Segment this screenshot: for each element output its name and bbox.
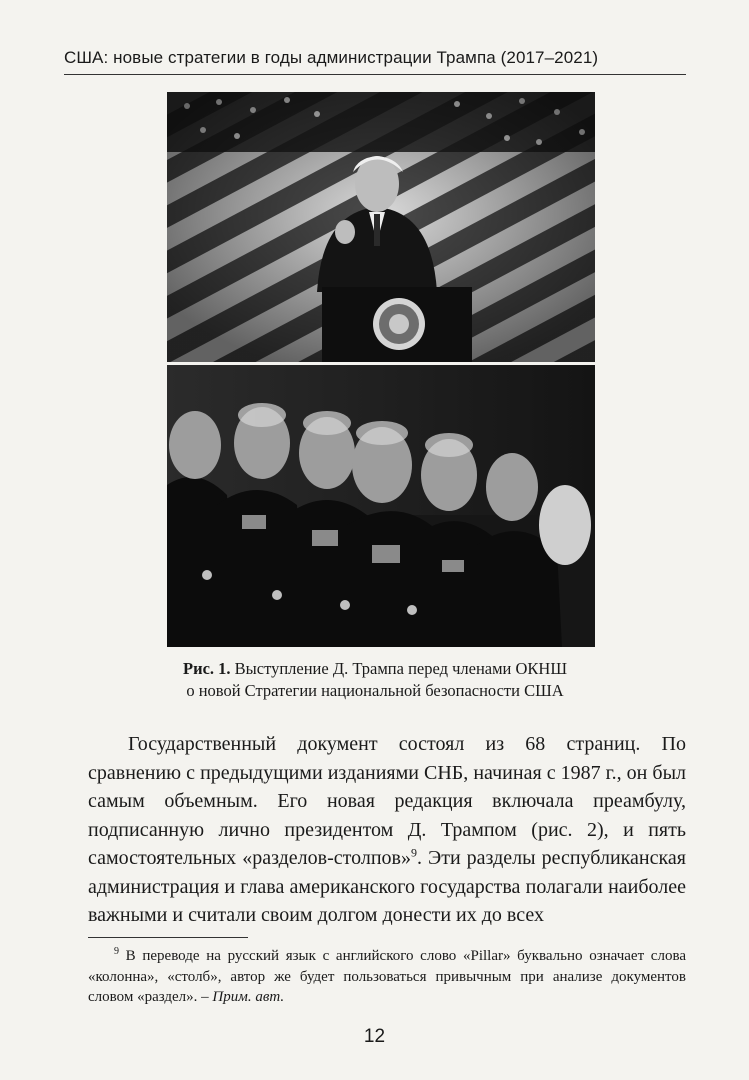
caption-line2: о новой Стратегии национальной безопасности США	[186, 681, 564, 700]
paragraph-text: Государственный документ состоял из 68 страниц. По сравнению с предыдущими изданиями СНБ, начиная с 1987 г., он был самым объемным. Его новая редакция включала преамбулу, подписанную лично президентом Д. Трампом (рис. 2), и пять самостоятельных «разделов-столпов»	[88, 733, 686, 869]
header-rule	[64, 74, 686, 75]
footnote	[88, 946, 686, 1008]
figure-caption	[100, 658, 650, 702]
body-paragraph	[88, 730, 686, 930]
page-number: 12	[363, 1026, 386, 1047]
footnote-rule	[88, 937, 248, 938]
running-head: США: новые стратегии в годы администрации Трампа (2017–2021)	[64, 48, 599, 67]
footnote-reference: 9	[410, 845, 417, 860]
caption-text: Выступление Д. Трампа перед членами ОКНШ	[230, 659, 567, 678]
caption-label: Рис. 1.	[183, 659, 231, 678]
footnote-marker: 9	[114, 946, 119, 957]
footnote-text: В переводе на русский язык с английского слово «Pillar» буквально означает слова «колонна», «столб», автор же будет пользоваться привычным при анализе документов словом «раздел». –	[88, 948, 686, 1005]
figure-photo-audience	[167, 365, 595, 647]
figure-photo-speech	[167, 92, 595, 362]
paragraph-tail: . Эти разделы республиканская администрация и глава американского государства полагали наиболее важными и считали своим долгом донести их до всех	[88, 847, 687, 926]
footnote-note: Прим. авт.	[212, 989, 285, 1005]
